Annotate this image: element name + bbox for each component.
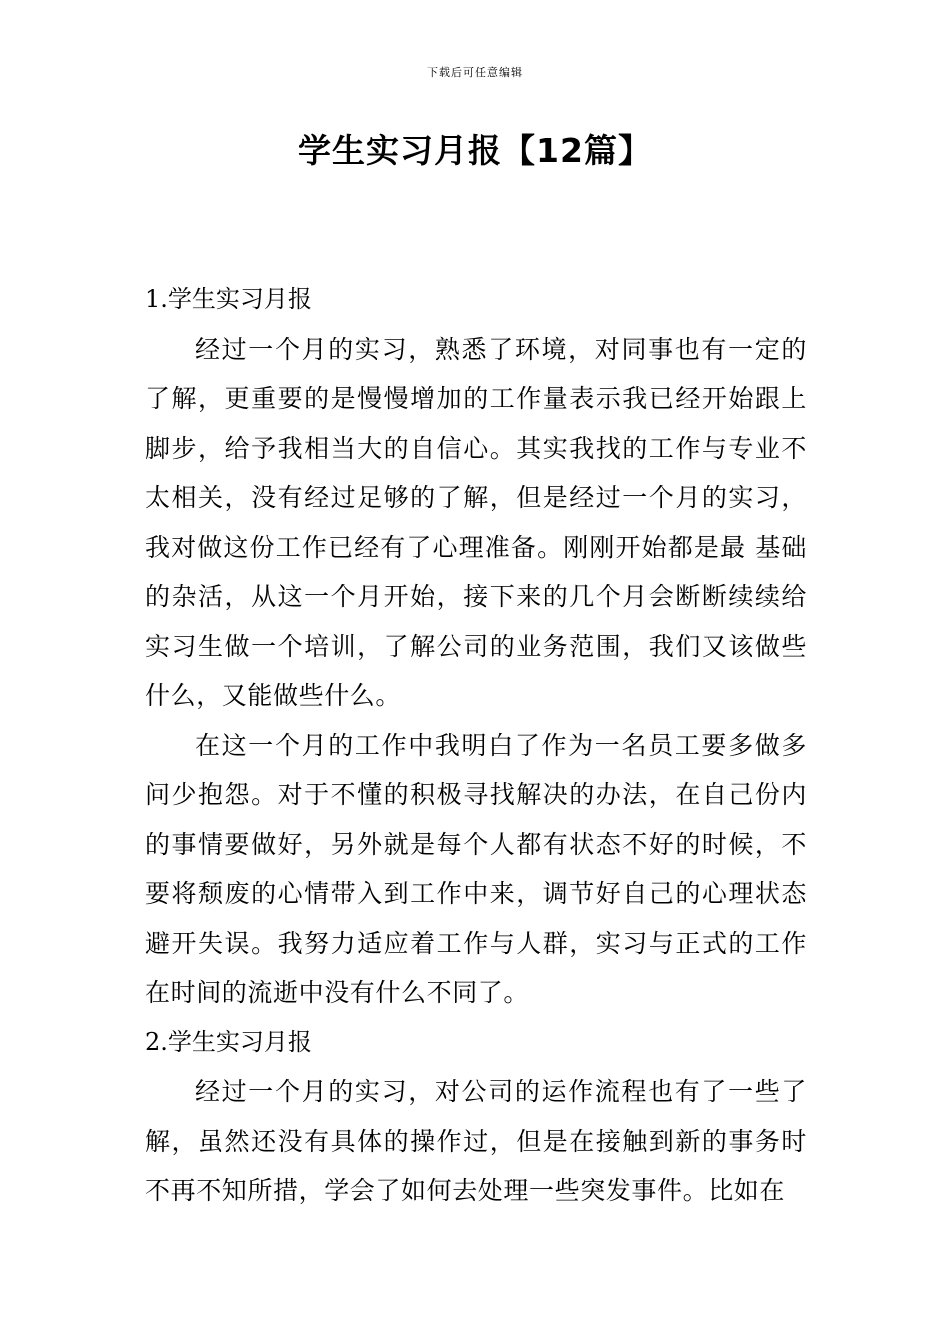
paragraph-2-1: 经过一个月的实习，对公司的运作流程也有了一些了解，虽然还没有具体的操作过，但是在接触到新的事务时不再不知所措，学会了如何去处理一些突发事件。比如在: [145, 1077, 807, 1205]
section-heading-1: 1.学生实习月报: [145, 285, 312, 313]
header-note: 下载后可任意编辑: [427, 66, 523, 79]
paragraph-1-1: 经过一个月的实习，熟悉了环境，对同事也有一定的了解，更重要的是慢慢增加的工作量表示我已经开始跟上脚步，给予我相当大的自信心。其实我找的工作与专业不太相关，没有经过足够的了解，但是经过一个月的实习，我对做这份工作已经有了心理准备。刚刚开始都是最 基础的杂活，从这一个月开始，接下来的几个月会断断续续给实习生做一个培训，了解公司的业务范围，我们又该做些什么，又能做些什么。: [145, 334, 807, 710]
document-title: 学生实习月报【12篇】: [298, 131, 652, 170]
section-heading-2: 2.学生实习月报: [145, 1027, 312, 1056]
paragraph-1-2: 在这一个月的工作中我明白了作为一名员工要多做多问少抱怨。对于不懂的积极寻找解决的办法，在自己份内的事情要做好，另外就是每个人都有状态不好的时候，不要将颓废的心情带入到工作中来，调节好自己的心理状态避开失误。我努力适应着工作与人群，实习与正式的工作在时间的流逝中没有什么不同了。: [145, 730, 807, 1007]
document-body: [145, 275, 807, 1216]
